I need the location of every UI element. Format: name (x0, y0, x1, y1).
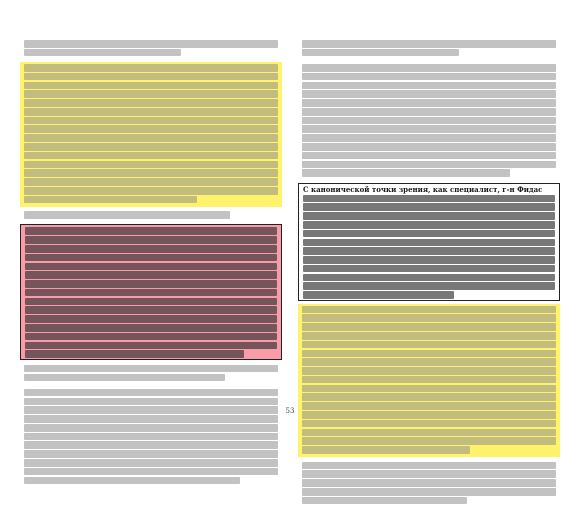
left-text-line (24, 161, 278, 169)
right-text-line (303, 265, 555, 273)
left-text-line (24, 40, 278, 48)
left-paragraph-2 (20, 62, 282, 207)
left-text-line (25, 324, 277, 332)
right-text-line (302, 314, 556, 322)
left-text-line (24, 415, 278, 423)
left-text-line (24, 108, 278, 116)
left-column (20, 38, 282, 490)
left-text-line (24, 459, 278, 467)
right-text-line (303, 291, 454, 299)
left-text-line (24, 152, 278, 160)
right-text-line (302, 99, 556, 107)
right-text-line (303, 230, 555, 238)
left-text-line (25, 245, 277, 253)
left-paragraph-6 (20, 387, 282, 488)
right-paragraph-3-first-line: С канонической точки зрения, как специалист, г-н Фидас (303, 185, 543, 194)
right-text-line (302, 90, 556, 98)
right-text-line (302, 161, 556, 169)
left-text-line (24, 196, 197, 204)
right-text-line (302, 420, 556, 428)
right-text-line (302, 462, 556, 470)
left-text-line (24, 117, 278, 125)
left-text-line (24, 441, 278, 449)
right-text-line (302, 479, 556, 487)
right-text-line (303, 195, 555, 203)
left-text-line (24, 450, 278, 458)
right-text-line (303, 256, 555, 264)
left-text-line (24, 99, 278, 107)
right-paragraph-3 (298, 183, 560, 301)
right-text-line (303, 212, 555, 220)
left-text-line (25, 280, 277, 288)
right-paragraph-4 (298, 304, 560, 458)
right-text-line (303, 239, 555, 247)
right-text-line (302, 82, 556, 90)
left-text-line (24, 49, 181, 57)
left-text-line (25, 227, 277, 235)
left-text-line (24, 365, 278, 373)
left-text-line (24, 374, 225, 382)
right-paragraph-5 (298, 460, 560, 508)
right-text-line (302, 169, 510, 177)
left-text-line (24, 424, 278, 432)
left-text-line (24, 169, 278, 177)
left-text-line (24, 134, 278, 142)
left-text-line (24, 82, 278, 90)
left-text-line (25, 350, 244, 358)
right-text-line (303, 203, 555, 211)
right-paragraph-1 (298, 38, 560, 60)
right-text-line (303, 282, 555, 290)
right-text-line (302, 108, 556, 116)
right-text-line (302, 367, 556, 375)
left-text-line (24, 125, 278, 133)
right-text-line (302, 152, 556, 160)
left-text-line (25, 263, 277, 271)
left-column-text (20, 38, 282, 490)
left-text-line (25, 289, 277, 297)
right-column (298, 38, 560, 510)
right-text-line (302, 358, 556, 366)
right-text-line (302, 49, 459, 57)
left-paragraph-1 (20, 38, 282, 60)
right-text-line (302, 497, 467, 505)
right-text-line (302, 73, 556, 81)
right-text-line (302, 125, 556, 133)
left-text-line (24, 73, 278, 81)
right-text-line (302, 306, 556, 314)
left-text-line (24, 187, 278, 195)
left-text-line (24, 433, 278, 441)
right-text-line (302, 332, 556, 340)
right-text-line (302, 470, 556, 478)
left-text-line (24, 178, 278, 186)
right-text-line (302, 385, 556, 393)
left-text-line (25, 298, 277, 306)
right-text-line (302, 393, 556, 401)
left-text-line (24, 389, 278, 397)
right-column-text (298, 38, 560, 510)
left-text-line (25, 333, 277, 341)
left-text-line (25, 254, 277, 262)
right-text-line (303, 247, 555, 255)
right-text-line (302, 350, 556, 358)
right-text-line (302, 341, 556, 349)
left-paragraph-3 (20, 209, 282, 222)
left-text-line (24, 143, 278, 151)
right-text-line (302, 323, 556, 331)
left-text-line (24, 398, 278, 406)
right-text-line (302, 134, 556, 142)
left-text-line (25, 306, 277, 314)
left-text-line (25, 315, 277, 323)
right-text-line (302, 64, 556, 72)
left-text-line (24, 477, 240, 485)
right-text-line (302, 40, 556, 48)
left-text-line (24, 90, 278, 98)
left-text-line (24, 211, 230, 219)
page-number: 53 (285, 407, 295, 415)
left-paragraph-5 (20, 363, 282, 385)
left-text-line (24, 64, 278, 72)
right-text-line (302, 117, 556, 125)
left-paragraph-4 (20, 224, 282, 360)
left-text-line (25, 236, 277, 244)
left-text-line (24, 468, 278, 476)
right-text-line (303, 274, 555, 282)
right-text-line (302, 429, 556, 437)
right-paragraph-2 (298, 62, 560, 180)
right-text-line (302, 376, 556, 384)
right-text-line (302, 446, 470, 454)
right-text-line (302, 437, 556, 445)
right-text-line (303, 221, 555, 229)
right-text-line (302, 488, 556, 496)
left-text-line (25, 342, 277, 350)
right-text-line (302, 143, 556, 151)
left-text-line (25, 271, 277, 279)
